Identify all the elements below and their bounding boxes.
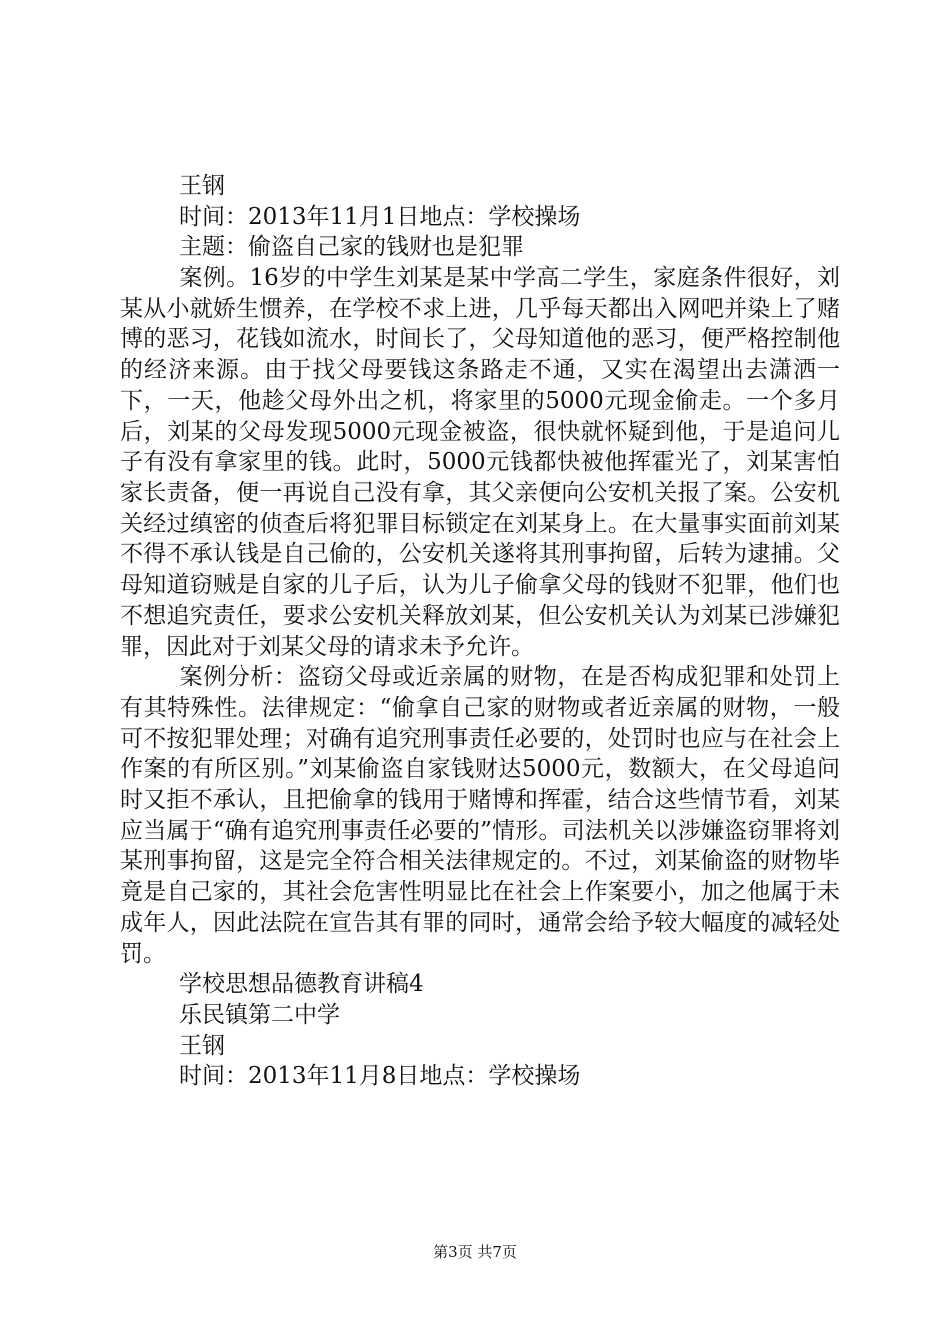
page-footer: 第3页 共7页 — [433, 1243, 517, 1261]
analysis-paragraph — [120, 662, 840, 969]
analysis-paragraph-text: 案例分析：盗窃父母或近亲属的财物，在是否构成犯罪和处罚上有其特殊性。法律规定：“偷拿自己家的财物或者近亲属的财物，一般可不按犯罪处理；对确有追究刑事责任必要的，处罚时也应与在社会上作案的有所区别。”刘某偷盗自家钱财达5000元，数额大，在父母追问时又拒不承认，且把偷拿的钱用于赌博和挥霍，结合这些情节看，刘某应当属于“确有追究刑事责任必要的”情形。司法机关以涉嫌盗窃罪将刘某刑事拘留，这是完全符合相关法律规定的。不过，刘某偷盗的财物毕竟是自己家的，其社会危害性明显比在社会上作案要小，加之他属于未成年人，因此法院在宣告其有罪的同时，通常会给予较大幅度的减轻处罚。 — [120, 664, 840, 967]
case-paragraph — [120, 263, 840, 662]
case-paragraph-text: 案例。16岁的中学生刘某是某中学高二学生，家庭条件很好，刘某从小就娇生惯养，在学校不求上进，几乎每天都出入网吧并染上了赌博的恶习，花钱如流水，时间长了，父母知道他的恶习，便严格控制他的经济来源。由于找父母要钱这条路走不通，又实在渴望出去潇洒一下，一天，他趁父母外出之机，将家里的5000元现金偷走。一个多月后，刘某的父母发现5000元现金被盗，很快就怀疑到他，于是追问儿子有没有拿家里的钱。此时，5000元钱都快被他挥霍光了，刘某害怕家长责备，便一再说自己没有拿，其父亲便向公安机关报了案。公安机关经过缜密的侦查后将犯罪目标锁定在刘某身上。在大量事实面前刘某不得不承认钱是自己偷的，公安机关遂将其刑事拘留，后转为逮捕。父母知道窃贼是自家的儿子后，认为儿子偷拿父母的钱财不犯罪，他们也不想追究责任，要求公安机关释放刘某，但公安机关认为刘某已涉嫌犯罪，因此对于刘某父母的请求未予允许。 — [120, 265, 840, 660]
author-line-2: 王钢 — [179, 1032, 225, 1059]
school-name: 乐民镇第二中学 — [179, 1001, 340, 1028]
author-line: 王钢 — [179, 173, 225, 199]
time-location-line-2: 时间：2013年11月8日地点：学校操场 — [179, 1063, 581, 1090]
time-location-line: 时间：2013年11月1日地点：学校操场 — [179, 203, 581, 230]
topic-line: 主题：偷盗自己家的钱财也是犯罪 — [179, 234, 524, 261]
lecture-heading: 学校思想品德教育讲稿4 — [179, 971, 424, 998]
document-body — [120, 171, 840, 1092]
